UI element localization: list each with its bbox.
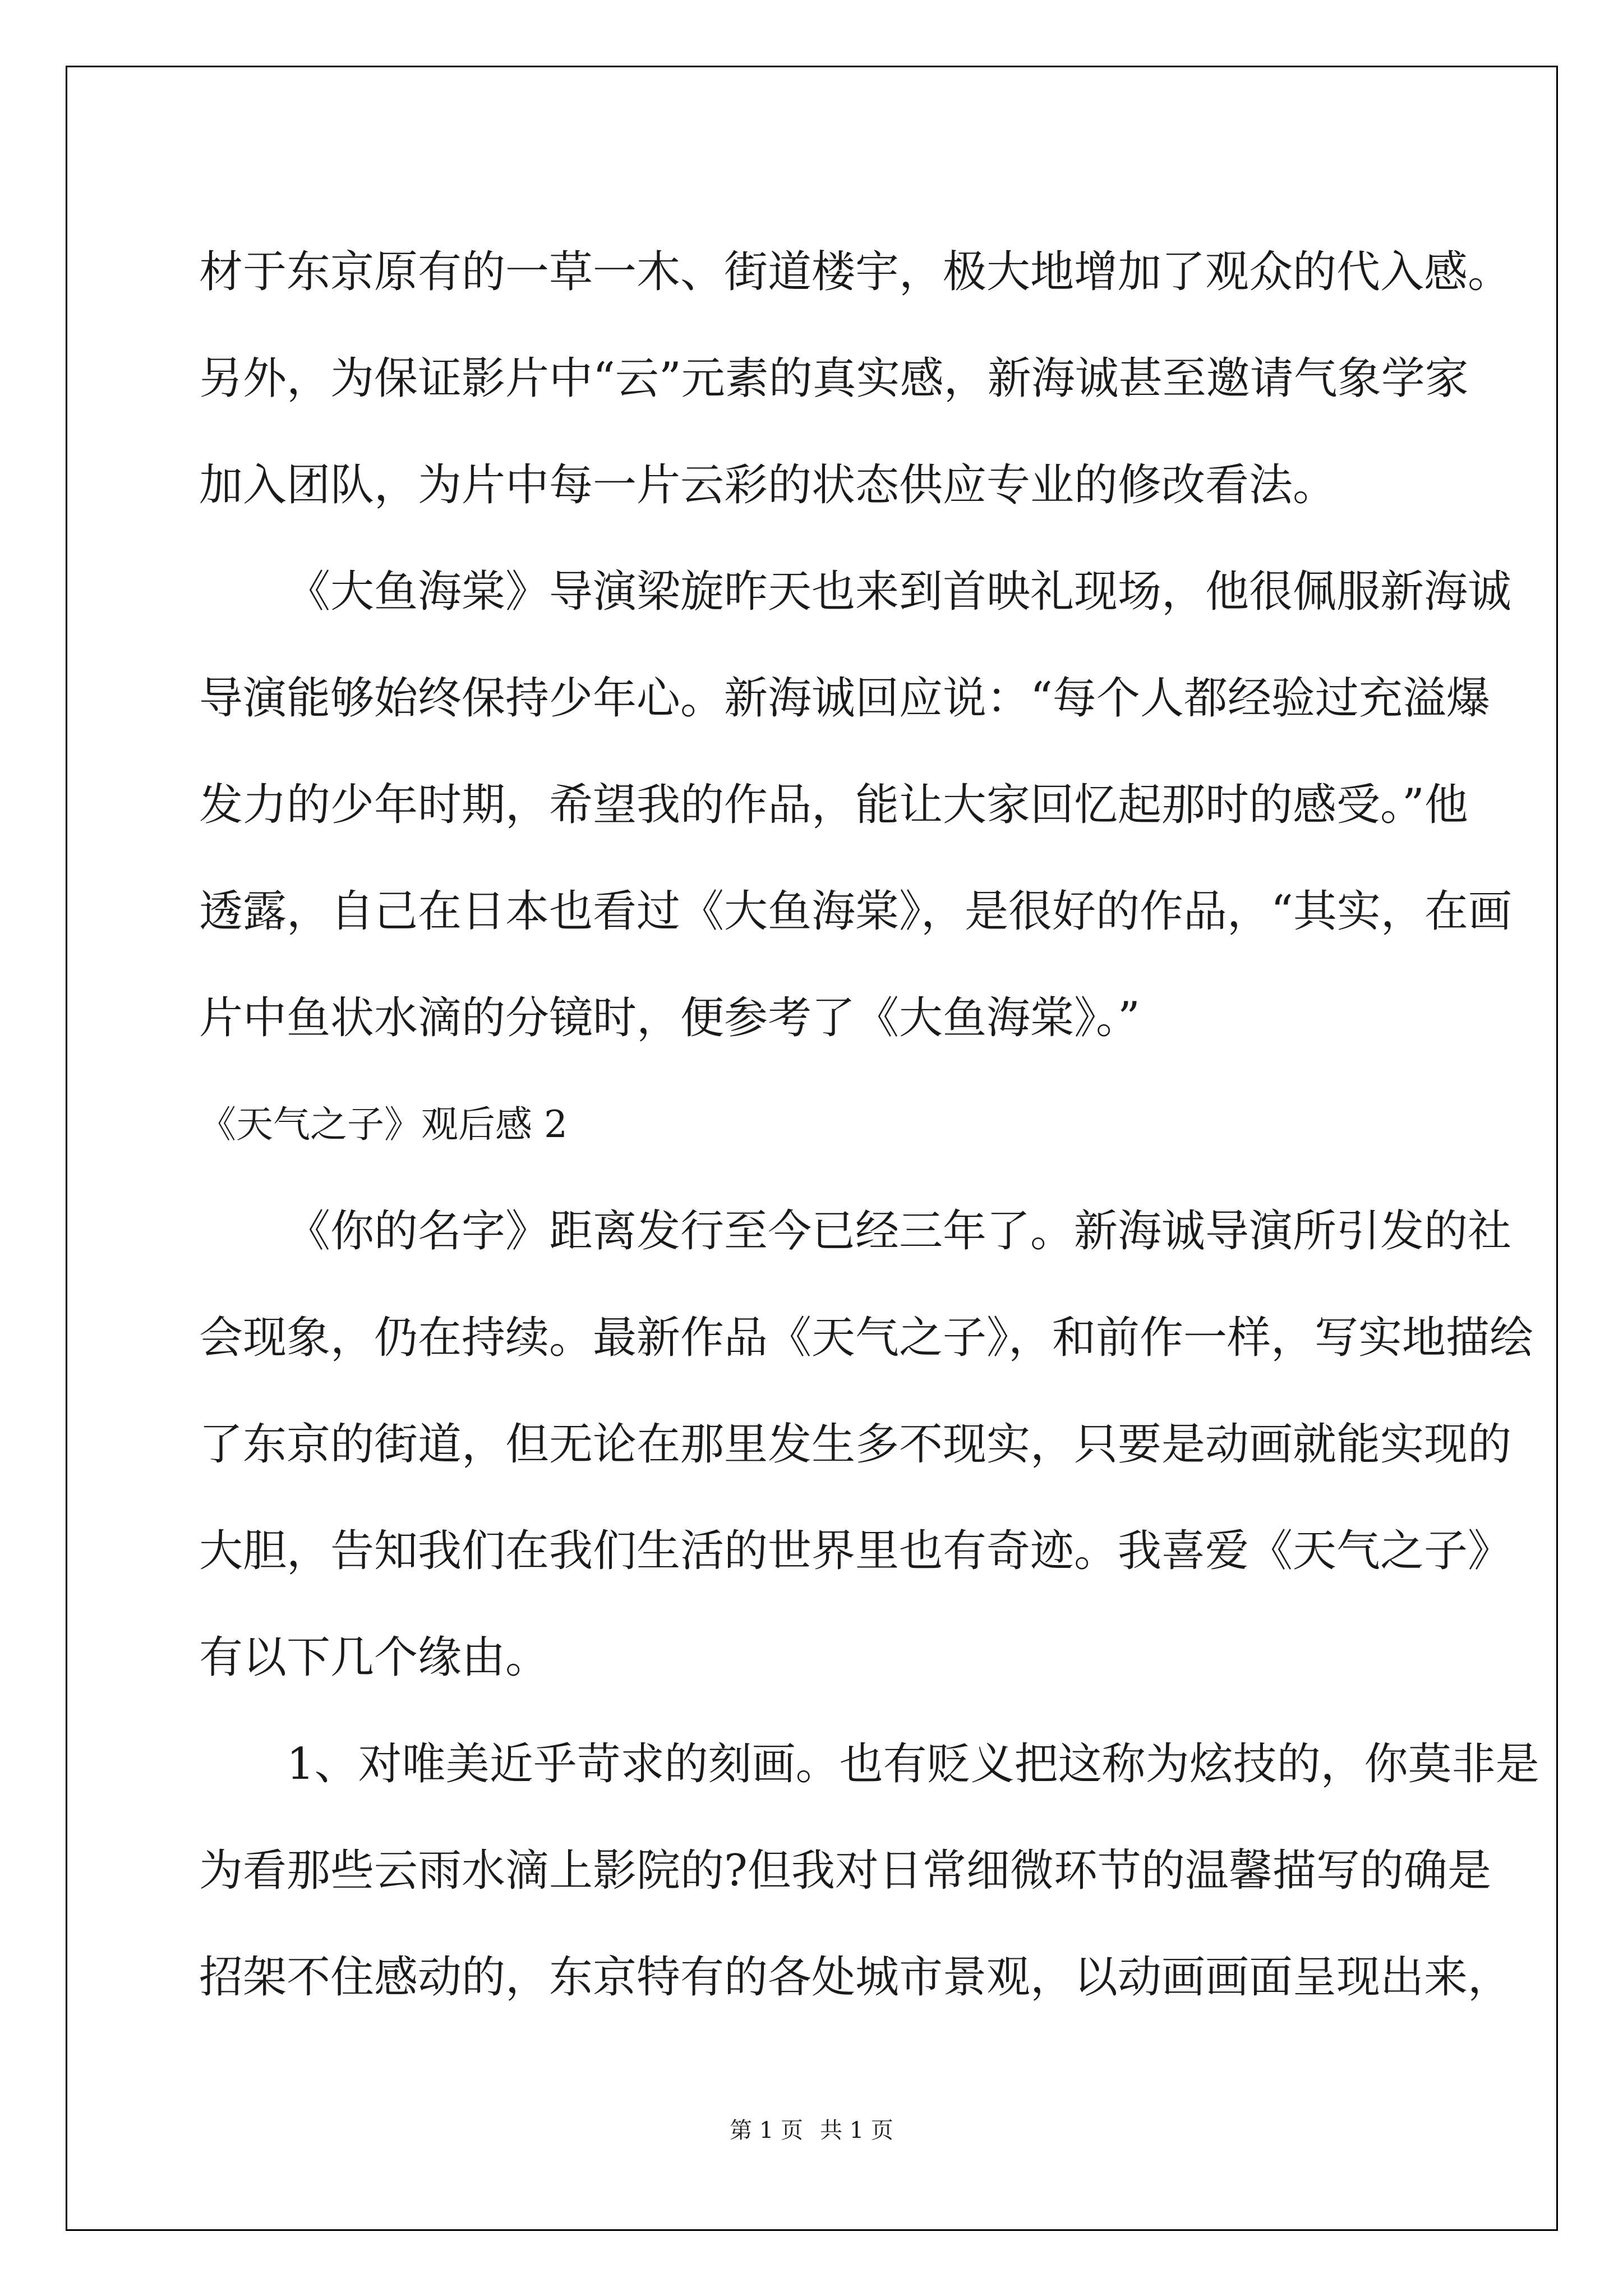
page-number: 第 1 页 [730,2118,803,2143]
text-line: 《大鱼海棠》导演梁旋昨天也来到首映礼现场，他很佩服新海诚 [287,567,1512,617]
text-line: 为看那些云雨水滴上影院的?但我对日常细微环节的温馨描写的确是 [199,1846,1491,1896]
text-line: 了东京的街道，但无论在那里发生多不现实，只要是动画就能实现的 [199,1419,1512,1470]
text-line: 大胆，告知我们在我们生活的世界里也有奇迹。我喜爱《天气之子》 [199,1526,1512,1576]
text-line: 加入团队，为片中每一片云彩的状态供应专业的修改看法。 [199,460,1337,510]
page-footer [0,2114,1623,2147]
text-line: 有以下几个缘由。 [199,1632,550,1683]
text-line: 招架不住感动的，东京特有的各处城市景观，以动画画面呈现出来， [199,1952,1512,2003]
text-line: 片中鱼状水滴的分镜时，便参考了《大鱼海棠》。” [199,993,1140,1043]
section-heading: 《天气之子》观后感 2 [199,1103,568,1146]
text-line: 导演能够始终保持少年心。新海诚回应说：“每个人都经验过充溢爆 [199,673,1490,724]
text-line: 会现象，仍在持续。最新作品《天气之子》，和前作一样，写实地描绘 [199,1313,1534,1363]
text-line: 《你的名字》距离发行至今已经三年了。新海诚导演所引发的社 [287,1206,1512,1257]
text-line: 发力的少年时期，希望我的作品，能让大家回忆起那时的感受。”他 [199,780,1468,830]
text-line: 1、对唯美近乎苛求的刻画。也有贬义把这称为炫技的，你莫非是 [287,1739,1539,1789]
page-total: 共 1 页 [820,2118,893,2143]
document-body [199,219,1539,2031]
text-line: 透露，自己在日本也看过《大鱼海棠》，是很好的作品，“其实，在画 [199,886,1512,937]
text-line: 另外，为保证影片中“云”元素的真实感，新海诚甚至邀请气象学家 [199,353,1469,404]
text-line: 材于东京原有的一草一木、街道楼宇，极大地增加了观众的代入感。 [199,247,1512,297]
